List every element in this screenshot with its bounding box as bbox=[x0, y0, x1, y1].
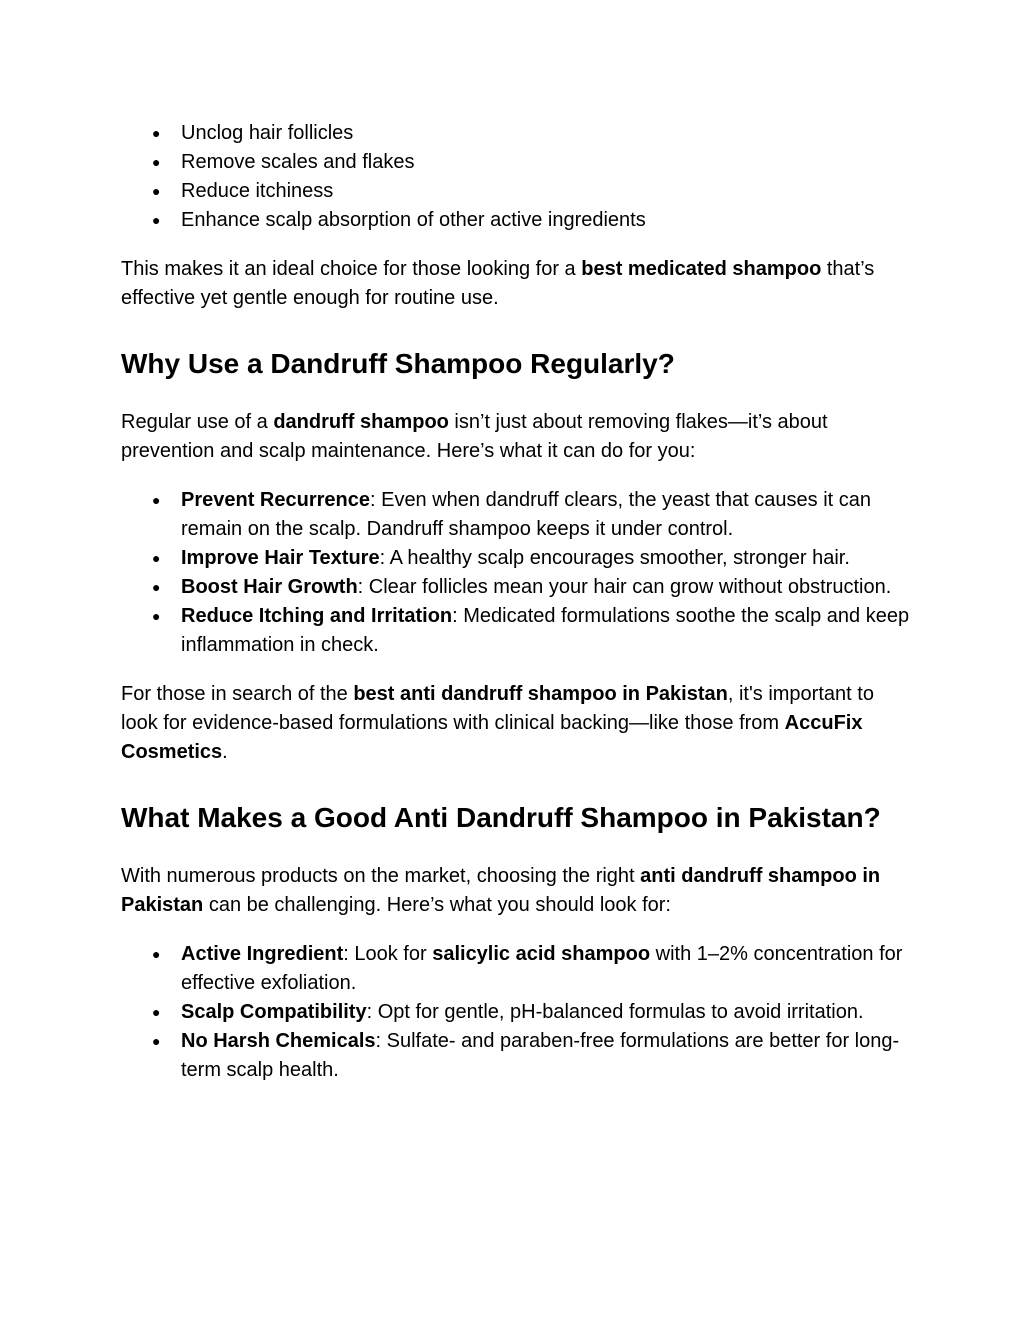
list-item: ● Improve Hair Texture: A healthy scalp encourages smoother, stronger hair. bbox=[121, 544, 911, 573]
section-heading-what-makes: What Makes a Good Anti Dandruff Shampoo in Pakistan? bbox=[121, 802, 881, 833]
list-item: ● Remove scales and flakes bbox=[121, 148, 911, 177]
criteria-list bbox=[121, 940, 911, 1085]
intro-list bbox=[121, 119, 911, 235]
section-heading-why: Why Use a Dandruff Shampoo Regularly? bbox=[121, 348, 675, 379]
list-item: ● Reduce Itching and Irritation: Medicated formulations soothe the scalp and keep inflammation in check. bbox=[121, 602, 911, 660]
benefits-list bbox=[121, 486, 911, 660]
list-item: ● Prevent Recurrence: Even when dandruff clears, the yeast that causes it can remain on the scalp. Dandruff shampoo keeps it under control. bbox=[121, 486, 911, 544]
paragraph-medicated: This makes it an ideal choice for those looking for a best medicated shampoo that’s effective yet gentle enough for routine use. bbox=[121, 258, 875, 309]
list-item: ● Active Ingredient: Look for salicylic acid shampoo with 1–2% concentration for effective exfoliation. bbox=[121, 940, 911, 998]
list-item: ● Enhance scalp absorption of other active ingredients bbox=[121, 206, 911, 235]
list-item: ● Reduce itchiness bbox=[121, 177, 911, 206]
document-page bbox=[121, 119, 911, 1085]
paragraph-pakistan-search: For those in search of the best anti dandruff shampoo in Pakistan, it's important to look for evidence-based formulations with clinical backing—like those from AccuFix Cosmetics. bbox=[121, 683, 874, 763]
paragraph-numerous-products: With numerous products on the market, choosing the right anti dandruff shampoo in Pakistan can be challenging. Here’s what you should look for: bbox=[121, 865, 881, 916]
list-item: ● Unclog hair follicles bbox=[121, 119, 911, 148]
paragraph-regular-use: Regular use of a dandruff shampoo isn’t just about removing flakes—it’s about prevention and scalp maintenance. Here’s what it can do for you: bbox=[121, 411, 828, 462]
list-item: ● Boost Hair Growth: Clear follicles mean your hair can grow without obstruction. bbox=[121, 573, 911, 602]
list-item: ● No Harsh Chemicals: Sulfate- and paraben-free formulations are better for long-term scalp health. bbox=[121, 1027, 911, 1085]
list-item: ● Scalp Compatibility: Opt for gentle, pH-balanced formulas to avoid irritation. bbox=[121, 998, 911, 1027]
